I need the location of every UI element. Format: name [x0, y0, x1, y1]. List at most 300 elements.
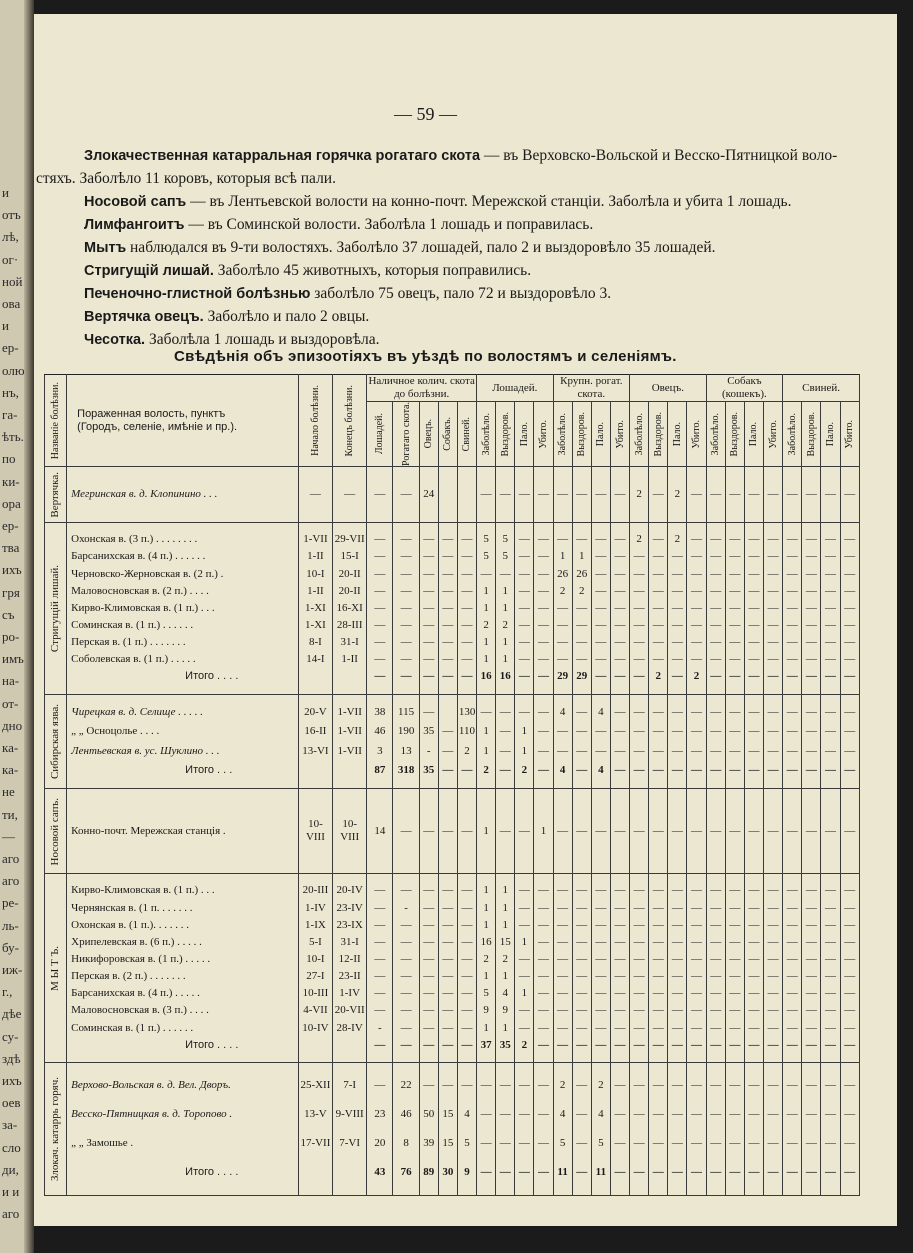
subheader-outcome-16: Убито. [687, 402, 706, 467]
value-cell: — [840, 899, 859, 916]
value-cell: — [630, 899, 649, 916]
start-date-cell: 1-XI [298, 617, 332, 634]
spacer-cell [298, 694, 332, 703]
value-cell: — [725, 917, 744, 934]
value-cell: — [668, 651, 687, 668]
value-cell: — [419, 548, 438, 565]
value-cell: 130 [457, 703, 476, 722]
spacer-cell [649, 1187, 668, 1196]
subheader-outcome-20: Убито. [764, 402, 783, 467]
value-cell: — [438, 1071, 457, 1100]
total-value-cell: — [438, 1037, 457, 1054]
value-cell: — [393, 985, 419, 1002]
value-cell: — [649, 917, 668, 934]
spacer-cell [610, 874, 629, 883]
end-date-cell: 1-VII [333, 722, 367, 741]
spacer-cell [496, 514, 515, 523]
spacer-cell [802, 1054, 821, 1063]
end-date-cell: 23-IX [333, 917, 367, 934]
spacer-cell [725, 780, 744, 789]
spacer-cell [333, 1062, 367, 1071]
total-value-cell: — [438, 668, 457, 685]
spacer-cell [706, 1187, 725, 1196]
spacer-cell [591, 694, 610, 703]
value-cell: 4 [553, 1100, 572, 1129]
value-cell: — [802, 1071, 821, 1100]
spacer-cell [668, 467, 687, 476]
value-cell: — [553, 531, 572, 548]
spacer-cell [725, 694, 744, 703]
value-cell: — [840, 951, 859, 968]
spacer-cell [744, 1062, 763, 1071]
spacer-cell [393, 789, 419, 798]
margin-fragment: по [2, 451, 16, 467]
value-cell: — [630, 600, 649, 617]
value-cell: — [591, 741, 610, 760]
value-cell: — [419, 1071, 438, 1100]
table-row [45, 985, 860, 1002]
margin-fragment: сло [2, 1139, 21, 1155]
value-cell: — [783, 934, 802, 951]
disease-label: Сибирская язва. [45, 694, 67, 789]
value-cell: — [534, 1002, 553, 1019]
value-cell: — [572, 934, 591, 951]
value-cell: — [534, 951, 553, 968]
value-cell: — [725, 600, 744, 617]
value-cell: — [610, 583, 629, 600]
table-row [45, 968, 860, 985]
spacer-cell [553, 1062, 572, 1071]
value-cell: — [438, 1002, 457, 1019]
value-cell: — [477, 1100, 496, 1129]
value-cell: — [668, 548, 687, 565]
value-cell: — [840, 600, 859, 617]
value-cell: — [553, 741, 572, 760]
value-cell: — [515, 1002, 534, 1019]
header-group-sheep: Овецъ. [630, 375, 707, 402]
spacer-cell [477, 780, 496, 789]
end-date-cell: 20-II [333, 583, 367, 600]
value-cell: — [725, 985, 744, 1002]
value-cell: — [802, 1100, 821, 1129]
spacer-cell [367, 523, 393, 532]
value-cell: — [649, 882, 668, 899]
value-cell: — [393, 882, 419, 899]
value-cell: — [591, 617, 610, 634]
total-value-cell: — [668, 668, 687, 685]
value-cell: 1 [496, 651, 515, 668]
spacer-cell [438, 789, 457, 798]
value-cell: — [744, 1129, 763, 1158]
place-cell: Барсанихская в. (4 п.) . . . . . . [67, 548, 299, 565]
spacer-cell [649, 514, 668, 523]
spacer-cell [438, 523, 457, 532]
value-cell: 26 [572, 565, 591, 582]
value-cell: — [783, 985, 802, 1002]
margin-fragment: на- [2, 673, 20, 689]
value-cell: — [438, 565, 457, 582]
value-cell: — [764, 934, 783, 951]
value-cell: — [534, 531, 553, 548]
end-date-cell: 1-VII [333, 741, 367, 760]
value-cell: 20 [367, 1129, 393, 1158]
spacer-cell [457, 523, 476, 532]
table-row [45, 617, 860, 634]
disease-label: Злокач. катаррь горяч. [45, 1062, 67, 1195]
margin-fragment: ихъ [2, 562, 22, 578]
margin-fragment: дѣе [2, 1006, 22, 1022]
value-cell: — [515, 968, 534, 985]
value-cell: — [553, 475, 572, 514]
spacer-cell [419, 789, 438, 798]
spacer-cell [457, 1187, 476, 1196]
value-cell: — [668, 882, 687, 899]
spacer-cell [649, 874, 668, 883]
total-value-cell: — [802, 668, 821, 685]
spacer-cell [393, 780, 419, 789]
value-cell: — [706, 797, 725, 865]
value-cell: — [438, 934, 457, 951]
spacer-cell [610, 789, 629, 798]
value-cell: 1 [477, 600, 496, 617]
spacer-cell [333, 694, 367, 703]
spacer-cell [553, 686, 572, 695]
empty-cell [333, 761, 367, 781]
spacer-cell [764, 789, 783, 798]
value-cell: — [419, 583, 438, 600]
value-cell: — [783, 899, 802, 916]
value-cell: 1 [515, 985, 534, 1002]
value-cell: — [419, 934, 438, 951]
table-row [45, 934, 860, 951]
value-cell: — [515, 1020, 534, 1037]
value-cell: — [496, 475, 515, 514]
value-cell: — [630, 741, 649, 760]
epizootic-table-wrap [44, 374, 860, 1196]
spacer-cell [802, 789, 821, 798]
value-cell: 2 [553, 1071, 572, 1100]
value-cell: — [764, 882, 783, 899]
spacer-cell [783, 865, 802, 874]
spacer-cell [67, 1187, 299, 1196]
total-value-cell: — [496, 1158, 515, 1187]
spacer-cell [515, 694, 534, 703]
spacer-cell [367, 694, 393, 703]
value-cell: — [744, 1020, 763, 1037]
spacer-cell [333, 780, 367, 789]
start-date-cell: 13-VI [298, 741, 332, 760]
spacer-cell [515, 467, 534, 476]
value-cell: — [610, 1020, 629, 1037]
value-cell: — [534, 548, 553, 565]
spacer-cell [477, 514, 496, 523]
spacer-cell [298, 1187, 332, 1196]
value-cell: — [515, 651, 534, 668]
value-cell: — [393, 1002, 419, 1019]
value-cell: — [534, 1100, 553, 1129]
spacer-cell [534, 865, 553, 874]
margin-fragment: имъ [2, 651, 24, 667]
value-cell: — [706, 722, 725, 741]
end-date-cell: 20-IV [333, 882, 367, 899]
paragraph-1-cont: стяхъ. Заболѣло 11 коровъ, которыя всѣ пали. [36, 170, 336, 187]
margin-fragment: ка- [2, 762, 19, 778]
margin-fragment: аго [2, 851, 20, 866]
value-cell: — [553, 600, 572, 617]
spacer-cell [840, 514, 859, 523]
value-cell: — [438, 531, 457, 548]
start-date-cell: 8-I [298, 634, 332, 651]
value-cell: — [367, 968, 393, 985]
place-cell: Соминская в. (1 п.) . . . . . . [67, 1020, 299, 1037]
place-cell: Чирецкая в. д. Селище . . . . . [67, 703, 299, 722]
value-cell: — [725, 703, 744, 722]
subheader-present-4: Свиней. [457, 402, 476, 467]
value-cell: — [591, 934, 610, 951]
spacer-cell [477, 686, 496, 695]
total-value-cell: — [802, 1158, 821, 1187]
value-cell: — [534, 882, 553, 899]
value-cell: — [840, 583, 859, 600]
value-cell: — [764, 475, 783, 514]
end-date-cell: 28-IV [333, 1020, 367, 1037]
value-cell: — [668, 985, 687, 1002]
value-cell: — [744, 722, 763, 741]
start-date-cell: 25-XII [298, 1071, 332, 1100]
value-cell: — [783, 722, 802, 741]
spacer-cell [840, 686, 859, 695]
value-cell: — [515, 899, 534, 916]
spacer-cell [457, 780, 476, 789]
value-cell: — [630, 985, 649, 1002]
value-cell: — [706, 968, 725, 985]
value-cell: — [840, 531, 859, 548]
value-cell: — [821, 882, 840, 899]
value-cell: — [802, 1002, 821, 1019]
spacer-cell [496, 694, 515, 703]
value-cell: — [393, 917, 419, 934]
value-cell: — [744, 475, 763, 514]
spacer-cell [783, 1187, 802, 1196]
spacer-cell [477, 1187, 496, 1196]
value-cell: 26 [553, 565, 572, 582]
margin-fragment: ре- [2, 895, 19, 911]
spacer-cell [744, 694, 763, 703]
value-cell: — [802, 703, 821, 722]
value-cell: — [668, 617, 687, 634]
spacer-cell [496, 467, 515, 476]
value-cell: — [725, 1002, 744, 1019]
value-cell: — [783, 968, 802, 985]
value-cell: — [393, 634, 419, 651]
spacer-cell [419, 1062, 438, 1071]
value-cell: — [591, 722, 610, 741]
value-cell: — [591, 968, 610, 985]
spacer-cell [668, 694, 687, 703]
value-cell: — [572, 741, 591, 760]
spacer-cell [419, 514, 438, 523]
total-row [45, 1158, 860, 1187]
total-value-cell: — [725, 761, 744, 781]
value-cell: — [840, 968, 859, 985]
spacer-cell [706, 789, 725, 798]
value-cell: — [744, 703, 763, 722]
value-cell: — [802, 917, 821, 934]
spacer-cell [840, 780, 859, 789]
spacer-cell [687, 523, 706, 532]
end-date-cell: 1-VII [333, 703, 367, 722]
value-cell: — [821, 1100, 840, 1129]
value-cell: — [457, 634, 476, 651]
value-cell: 1 [477, 722, 496, 741]
spacer-cell [649, 523, 668, 532]
spacer-cell [744, 523, 763, 532]
total-value-cell: — [840, 1158, 859, 1187]
spacer-cell [821, 467, 840, 476]
spacer-cell [591, 523, 610, 532]
value-cell: — [687, 634, 706, 651]
value-cell: — [668, 583, 687, 600]
spacer-cell [668, 1054, 687, 1063]
spacer-cell [821, 1062, 840, 1071]
spacer-cell [67, 686, 299, 695]
subheader-outcome-7: Пало. [515, 402, 534, 467]
spacer-cell [477, 467, 496, 476]
value-cell: 15 [438, 1100, 457, 1129]
place-cell: Маловосновская в. (2 п.) . . . . [67, 583, 299, 600]
value-cell: — [687, 583, 706, 600]
total-value-cell: — [783, 668, 802, 685]
spacer-cell [744, 789, 763, 798]
spacer-cell [457, 467, 476, 476]
spacer-cell [610, 865, 629, 874]
spacer-cell [393, 467, 419, 476]
value-cell: — [821, 1020, 840, 1037]
place-cell: Охонская в. (3 п.) . . . . . . . . [67, 531, 299, 548]
value-cell: — [630, 617, 649, 634]
spacer-cell [783, 780, 802, 789]
total-value-cell: 76 [393, 1158, 419, 1187]
spacer-cell [725, 789, 744, 798]
subheader-outcome-9: Заболѣло. [553, 402, 572, 467]
value-cell: — [706, 531, 725, 548]
margin-fragment: съ [2, 606, 15, 622]
value-cell: — [725, 741, 744, 760]
header-group-horses: Лошадей. [477, 375, 554, 402]
table-row [45, 565, 860, 582]
spacer-cell [477, 1054, 496, 1063]
value-cell: — [591, 985, 610, 1002]
value-cell: — [591, 651, 610, 668]
spacer-cell [821, 874, 840, 883]
value-cell: — [419, 531, 438, 548]
disease-label: Носовой сапъ. [45, 789, 67, 874]
value-cell: — [630, 882, 649, 899]
value-cell: — [764, 722, 783, 741]
value-cell: — [630, 651, 649, 668]
spacer-cell [496, 1054, 515, 1063]
value-cell: — [744, 882, 763, 899]
spacer-cell [668, 874, 687, 883]
total-value-cell: 4 [591, 761, 610, 781]
spacer-cell [67, 514, 299, 523]
spacer-cell [802, 523, 821, 532]
value-cell: 2 [668, 531, 687, 548]
value-cell: — [438, 1020, 457, 1037]
value-cell: 4 [591, 703, 610, 722]
value-cell: — [610, 565, 629, 582]
spacer-cell [706, 874, 725, 883]
spacer-cell [764, 1062, 783, 1071]
spacer-cell [649, 1054, 668, 1063]
value-cell: — [438, 968, 457, 985]
value-cell: — [534, 1129, 553, 1158]
place-cell: Верхово-Вольская в. д. Вел. Дворъ. [67, 1071, 299, 1100]
spacer-cell [515, 1062, 534, 1071]
subheader-present-3: Собакъ. [438, 402, 457, 467]
start-date-cell: 16-II [298, 722, 332, 741]
value-cell: — [534, 985, 553, 1002]
value-cell: — [764, 583, 783, 600]
value-cell: 1 [496, 882, 515, 899]
spacer-cell [725, 686, 744, 695]
value-cell: — [764, 741, 783, 760]
total-row [45, 1037, 860, 1054]
subheader-outcome-5: Заболѣло. [477, 402, 496, 467]
empty-cell [333, 1037, 367, 1054]
value-cell: — [367, 651, 393, 668]
value-cell: — [744, 899, 763, 916]
value-cell: — [553, 917, 572, 934]
value-cell: 16 [477, 934, 496, 951]
subheader-outcome-17: Заболѣло. [706, 402, 725, 467]
value-cell: — [783, 1002, 802, 1019]
value-cell: — [649, 968, 668, 985]
value-cell: — [477, 1129, 496, 1158]
value-cell: — [725, 651, 744, 668]
total-value-cell: — [649, 1158, 668, 1187]
spacer-cell [393, 686, 419, 695]
spacer-cell [572, 523, 591, 532]
spacer-cell [572, 1062, 591, 1071]
value-cell: 2 [591, 1071, 610, 1100]
value-cell: — [706, 1129, 725, 1158]
spacer-cell [333, 1187, 367, 1196]
value-cell: — [496, 722, 515, 741]
value-cell: — [393, 475, 419, 514]
value-cell: — [572, 968, 591, 985]
page-number: — 59 — [394, 104, 457, 124]
margin-fragment: нъ, [2, 384, 19, 400]
value-cell: — [610, 968, 629, 985]
value-cell: — [668, 934, 687, 951]
value-cell: — [515, 917, 534, 934]
value-cell: — [687, 797, 706, 865]
total-value-cell: — [534, 668, 553, 685]
total-value-cell: — [744, 1158, 763, 1187]
spacer-cell [840, 865, 859, 874]
value-cell: - [393, 899, 419, 916]
value-cell: — [840, 617, 859, 634]
spacer-cell [764, 694, 783, 703]
value-cell: 115 [393, 703, 419, 722]
spacer-cell [534, 514, 553, 523]
value-cell: — [783, 1100, 802, 1129]
value-cell: — [744, 797, 763, 865]
value-cell: — [706, 475, 725, 514]
total-value-cell: — [764, 761, 783, 781]
spacer-cell [591, 686, 610, 695]
